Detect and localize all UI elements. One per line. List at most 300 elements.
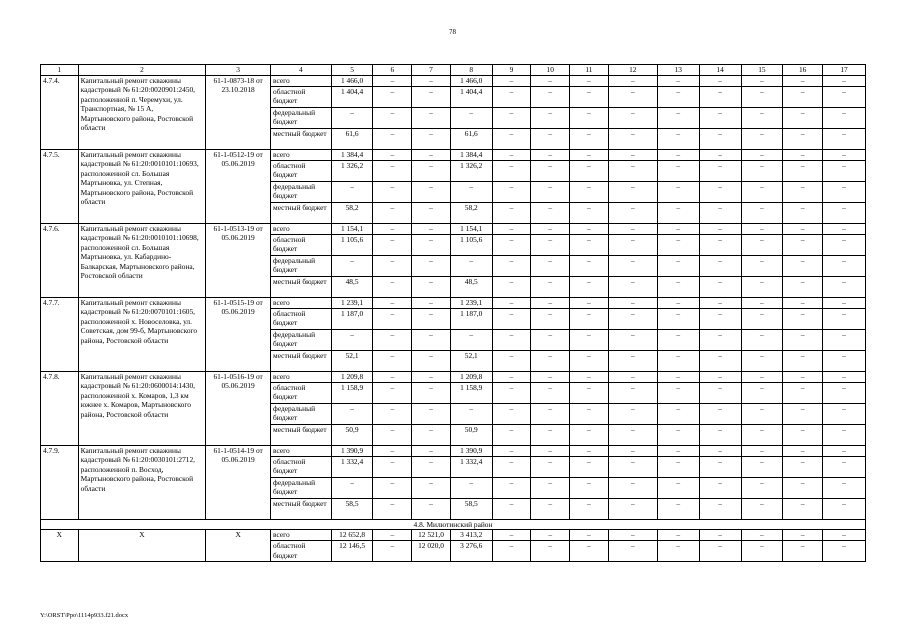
value-cell: – [412, 75, 451, 86]
value-cell: – [823, 382, 866, 403]
value-cell: 1 390,9 [450, 445, 492, 456]
value-cell: – [823, 181, 866, 202]
value-cell: – [570, 75, 609, 86]
value-cell: – [492, 530, 531, 541]
item-number: 4.7.7. [41, 297, 79, 371]
value-cell: – [608, 223, 657, 234]
item-document: 61-1-0512-19 от 05.06.2019 [206, 149, 271, 223]
value-cell: – [373, 160, 412, 181]
value-cell: – [492, 160, 531, 181]
value-cell: 1 105,6 [331, 234, 373, 255]
value-cell: – [823, 445, 866, 456]
value-cell: – [608, 477, 657, 498]
value-cell: – [783, 445, 823, 456]
header-cell: 12 [608, 65, 657, 76]
value-cell: – [823, 234, 866, 255]
value-cell: 1 105,6 [450, 234, 492, 255]
value-cell: – [570, 371, 609, 382]
value-cell: 3 413,2 [450, 530, 492, 541]
value-cell: – [531, 382, 570, 403]
footer-file-path: Y:\ORST\Ppo\1114p933.f21.docx [40, 612, 129, 619]
value-cell: – [412, 107, 451, 128]
page-number: 78 [449, 28, 456, 36]
value-cell: – [608, 297, 657, 308]
value-cell: – [608, 424, 657, 445]
value-cell: – [373, 128, 412, 149]
value-cell: – [570, 498, 609, 519]
item-name: Капитальный ремонт скважины кадастровый № 61:20:0010101:10693, расположенной сл. Большая Мартыновка, ул. Степная, Мартыновского района, Ростовской области [78, 149, 206, 223]
value-cell: 1 326,2 [450, 160, 492, 181]
value-cell: – [412, 202, 451, 223]
value-cell: – [492, 149, 531, 160]
value-cell: – [699, 255, 741, 276]
value-cell: – [823, 329, 866, 350]
value-cell: – [570, 530, 609, 541]
value-cell: – [492, 382, 531, 403]
value-cell: – [741, 382, 783, 403]
value-cell: – [699, 234, 741, 255]
value-cell: – [783, 202, 823, 223]
value-cell: – [492, 445, 531, 456]
value-cell: – [412, 255, 451, 276]
value-cell: – [373, 329, 412, 350]
funding-source: областной бюджет [271, 160, 332, 181]
funding-source: федеральный бюджет [271, 181, 332, 202]
value-cell: – [450, 477, 492, 498]
item-number: 4.7.6. [41, 223, 79, 297]
value-cell: – [531, 477, 570, 498]
x-mark: Х [78, 530, 206, 562]
funding-source: областной бюджет [271, 456, 332, 477]
value-cell: – [373, 297, 412, 308]
item-document: 61-1-0513-19 от 05.06.2019 [206, 223, 271, 297]
value-cell: – [741, 297, 783, 308]
value-cell: – [608, 308, 657, 329]
value-cell: – [373, 371, 412, 382]
value-cell: 12 146,5 [331, 541, 373, 562]
funding-source: местный бюджет [271, 350, 332, 371]
value-cell: – [492, 350, 531, 371]
value-cell: – [531, 308, 570, 329]
value-cell: – [608, 86, 657, 107]
value-cell: – [608, 202, 657, 223]
value-cell: – [699, 223, 741, 234]
item-document: 61-1-0514-19 от 05.06.2019 [206, 445, 271, 519]
funding-source: всего [271, 223, 332, 234]
value-cell: – [699, 181, 741, 202]
value-cell: – [412, 160, 451, 181]
value-cell: – [531, 403, 570, 424]
value-cell: – [570, 160, 609, 181]
value-cell: 3 276,6 [450, 541, 492, 562]
item-document: 61-1-0873-18 от 23.10.2018 [206, 75, 271, 149]
value-cell: – [741, 234, 783, 255]
value-cell: – [570, 202, 609, 223]
value-cell: 50,9 [450, 424, 492, 445]
value-cell: – [570, 181, 609, 202]
value-cell: – [492, 456, 531, 477]
value-cell: – [531, 541, 570, 562]
value-cell: – [657, 86, 699, 107]
value-cell: – [570, 308, 609, 329]
value-cell: – [570, 541, 609, 562]
funding-source: областной бюджет [271, 382, 332, 403]
value-cell: – [657, 202, 699, 223]
value-cell: – [412, 329, 451, 350]
value-cell: – [492, 403, 531, 424]
value-cell: – [531, 160, 570, 181]
value-cell: – [531, 86, 570, 107]
value-cell: 58,2 [450, 202, 492, 223]
value-cell: – [608, 255, 657, 276]
value-cell: – [412, 223, 451, 234]
value-cell: – [608, 382, 657, 403]
value-cell: – [373, 149, 412, 160]
value-cell: – [570, 276, 609, 297]
value-cell: – [492, 424, 531, 445]
value-cell: – [492, 234, 531, 255]
value-cell: – [823, 477, 866, 498]
value-cell: – [657, 308, 699, 329]
funding-source: местный бюджет [271, 202, 332, 223]
value-cell: 48,5 [331, 276, 373, 297]
funding-source: местный бюджет [271, 424, 332, 445]
value-cell: – [657, 160, 699, 181]
value-cell: – [531, 202, 570, 223]
value-cell: 1 209,8 [331, 371, 373, 382]
value-cell: 58,2 [331, 202, 373, 223]
value-cell: – [492, 541, 531, 562]
value-cell: – [699, 128, 741, 149]
value-cell: – [531, 181, 570, 202]
value-cell: – [492, 75, 531, 86]
value-cell: – [531, 371, 570, 382]
value-cell: – [570, 382, 609, 403]
table-row [41, 75, 866, 86]
value-cell: – [783, 403, 823, 424]
value-cell: 1 404,4 [450, 86, 492, 107]
value-cell: – [492, 498, 531, 519]
header-cell: 11 [570, 65, 609, 76]
value-cell: – [608, 128, 657, 149]
funding-source: всего [271, 371, 332, 382]
value-cell: – [570, 297, 609, 308]
value-cell: – [699, 149, 741, 160]
table-row [41, 445, 866, 456]
value-cell: – [823, 498, 866, 519]
value-cell: – [823, 160, 866, 181]
value-cell: – [741, 223, 783, 234]
value-cell: – [531, 329, 570, 350]
value-cell: 1 158,9 [331, 382, 373, 403]
value-cell: – [570, 424, 609, 445]
value-cell: – [531, 530, 570, 541]
value-cell: 1 209,8 [450, 371, 492, 382]
table-row [41, 149, 866, 160]
funding-source: областной бюджет [271, 541, 332, 562]
value-cell: – [823, 403, 866, 424]
value-cell: – [657, 128, 699, 149]
value-cell: 1 239,1 [331, 297, 373, 308]
value-cell: – [531, 456, 570, 477]
header-cell: 17 [823, 65, 866, 76]
value-cell: 1 154,1 [450, 223, 492, 234]
funding-source: федеральный бюджет [271, 329, 332, 350]
value-cell: – [373, 541, 412, 562]
value-cell: – [412, 445, 451, 456]
item-number: 4.7.4. [41, 75, 79, 149]
value-cell: – [741, 107, 783, 128]
value-cell: – [608, 160, 657, 181]
value-cell: – [412, 128, 451, 149]
value-cell: – [823, 223, 866, 234]
value-cell: 1 187,0 [450, 308, 492, 329]
value-cell: – [741, 149, 783, 160]
value-cell: – [699, 75, 741, 86]
value-cell: – [741, 477, 783, 498]
value-cell: – [657, 297, 699, 308]
value-cell: 1 466,0 [331, 75, 373, 86]
value-cell: – [450, 403, 492, 424]
value-cell: – [412, 149, 451, 160]
value-cell: – [699, 445, 741, 456]
value-cell: – [373, 445, 412, 456]
value-cell: – [373, 181, 412, 202]
value-cell: – [657, 445, 699, 456]
value-cell: – [570, 329, 609, 350]
value-cell: – [741, 308, 783, 329]
funding-source: федеральный бюджет [271, 477, 332, 498]
value-cell: – [492, 128, 531, 149]
value-cell: – [823, 128, 866, 149]
header-cell: 1 [41, 65, 79, 76]
value-cell: – [450, 107, 492, 128]
value-cell: – [657, 223, 699, 234]
value-cell: – [823, 456, 866, 477]
funding-source: областной бюджет [271, 86, 332, 107]
value-cell: – [741, 371, 783, 382]
value-cell: – [741, 530, 783, 541]
value-cell: – [531, 350, 570, 371]
value-cell: – [570, 107, 609, 128]
value-cell: – [783, 86, 823, 107]
value-cell: – [412, 403, 451, 424]
funding-source: всего [271, 530, 332, 541]
value-cell: – [373, 276, 412, 297]
funding-source: всего [271, 75, 332, 86]
value-cell: – [657, 329, 699, 350]
value-cell: – [373, 456, 412, 477]
value-cell: – [331, 181, 373, 202]
header-cell: 15 [741, 65, 783, 76]
value-cell: – [531, 276, 570, 297]
item-name: Капитальный ремонт скважины кадастровый № 61:20:0030101:2712, расположенной п. Восход, Мартыновского района, Ростовской области [78, 445, 206, 519]
value-cell: – [823, 202, 866, 223]
value-cell: – [492, 297, 531, 308]
item-name: Капитальный ремонт скважины кадастровый № 61:20:0070101:1605, расположенной х. Новоселовка, ул. Советская, дом 99-б, Мартыновского района, Ростовской области [78, 297, 206, 371]
value-cell: – [331, 477, 373, 498]
value-cell: 1 404,4 [331, 86, 373, 107]
value-cell: 50,9 [331, 424, 373, 445]
value-cell: 52,1 [331, 350, 373, 371]
value-cell: – [699, 498, 741, 519]
value-cell: – [823, 75, 866, 86]
value-cell: – [373, 498, 412, 519]
value-cell: – [699, 541, 741, 562]
value-cell: – [531, 223, 570, 234]
value-cell: – [412, 456, 451, 477]
value-cell: – [783, 181, 823, 202]
value-cell: – [657, 477, 699, 498]
value-cell: – [570, 223, 609, 234]
value-cell: – [699, 202, 741, 223]
value-cell: – [608, 456, 657, 477]
value-cell: – [657, 371, 699, 382]
value-cell: – [412, 181, 451, 202]
value-cell: – [331, 255, 373, 276]
funding-source: федеральный бюджет [271, 403, 332, 424]
value-cell: – [783, 255, 823, 276]
value-cell: – [783, 234, 823, 255]
value-cell: – [823, 86, 866, 107]
value-cell: – [823, 530, 866, 541]
value-cell: – [608, 75, 657, 86]
value-cell: – [823, 107, 866, 128]
value-cell: – [741, 160, 783, 181]
value-cell: 1 326,2 [331, 160, 373, 181]
value-cell: – [373, 223, 412, 234]
value-cell: – [373, 86, 412, 107]
value-cell: – [657, 456, 699, 477]
value-cell: – [657, 75, 699, 86]
value-cell: – [492, 107, 531, 128]
value-cell: – [450, 329, 492, 350]
value-cell: – [608, 107, 657, 128]
value-cell: – [783, 223, 823, 234]
value-cell: – [531, 128, 570, 149]
value-cell: 1 239,1 [450, 297, 492, 308]
value-cell: – [741, 276, 783, 297]
value-cell: – [570, 350, 609, 371]
value-cell: 1 158,9 [450, 382, 492, 403]
value-cell: – [570, 255, 609, 276]
header-cell: 7 [412, 65, 451, 76]
value-cell: – [531, 445, 570, 456]
value-cell: – [492, 308, 531, 329]
value-cell: – [741, 456, 783, 477]
value-cell: – [783, 149, 823, 160]
value-cell: – [531, 297, 570, 308]
value-cell: – [492, 202, 531, 223]
value-cell: – [823, 541, 866, 562]
value-cell: – [783, 308, 823, 329]
header-cell: 9 [492, 65, 531, 76]
table-body [41, 65, 866, 562]
value-cell: – [783, 297, 823, 308]
value-cell: – [608, 350, 657, 371]
value-cell: – [657, 255, 699, 276]
header-cell: 4 [271, 65, 332, 76]
value-cell: – [570, 128, 609, 149]
header-cell: 13 [657, 65, 699, 76]
value-cell: – [741, 181, 783, 202]
value-cell: – [412, 382, 451, 403]
value-cell: – [412, 371, 451, 382]
value-cell: – [412, 424, 451, 445]
item-name: Капитальный ремонт скважины кадастровый № 61:20:0020901:2450, расположенной п. Черемухи, ул. Транспортная, № 15 А, Мартыновского района, Ростовской области [78, 75, 206, 149]
table-row [41, 223, 866, 234]
value-cell: – [331, 403, 373, 424]
value-cell: – [492, 223, 531, 234]
value-cell: – [699, 456, 741, 477]
value-cell: – [823, 308, 866, 329]
value-cell: – [608, 498, 657, 519]
value-cell: – [492, 86, 531, 107]
value-cell: – [373, 403, 412, 424]
item-document: 61-1-0515-19 от 05.06.2019 [206, 297, 271, 371]
value-cell: – [450, 255, 492, 276]
funding-source: областной бюджет [271, 308, 332, 329]
header-cell: 16 [783, 65, 823, 76]
value-cell: – [331, 107, 373, 128]
budget-table [40, 64, 866, 562]
value-cell: – [783, 128, 823, 149]
value-cell: – [783, 371, 823, 382]
funding-source: федеральный бюджет [271, 255, 332, 276]
value-cell: – [657, 403, 699, 424]
value-cell: – [608, 276, 657, 297]
header-cell: 2 [78, 65, 206, 76]
value-cell: – [741, 445, 783, 456]
value-cell: – [699, 530, 741, 541]
value-cell: – [699, 160, 741, 181]
value-cell: – [373, 350, 412, 371]
value-cell: – [657, 107, 699, 128]
funding-source: всего [271, 445, 332, 456]
header-cell: 10 [531, 65, 570, 76]
item-number: 4.7.8. [41, 371, 79, 445]
value-cell: – [823, 255, 866, 276]
value-cell: – [699, 350, 741, 371]
value-cell: – [608, 530, 657, 541]
value-cell: – [783, 160, 823, 181]
value-cell: – [741, 329, 783, 350]
value-cell: – [608, 234, 657, 255]
funding-source: областной бюджет [271, 234, 332, 255]
value-cell: – [492, 181, 531, 202]
value-cell: – [783, 541, 823, 562]
value-cell: 1 384,4 [450, 149, 492, 160]
funding-source: местный бюджет [271, 276, 332, 297]
value-cell: 12 652,8 [331, 530, 373, 541]
value-cell: – [657, 541, 699, 562]
value-cell: 52,1 [450, 350, 492, 371]
value-cell: 12 020,0 [412, 541, 451, 562]
value-cell: – [741, 86, 783, 107]
value-cell: – [741, 541, 783, 562]
value-cell: – [741, 498, 783, 519]
value-cell: – [741, 75, 783, 86]
value-cell: – [783, 530, 823, 541]
value-cell: – [741, 128, 783, 149]
value-cell: – [699, 297, 741, 308]
header-cell: 8 [450, 65, 492, 76]
value-cell: – [373, 202, 412, 223]
value-cell: – [699, 329, 741, 350]
value-cell: – [412, 498, 451, 519]
value-cell: – [412, 297, 451, 308]
value-cell: – [823, 371, 866, 382]
